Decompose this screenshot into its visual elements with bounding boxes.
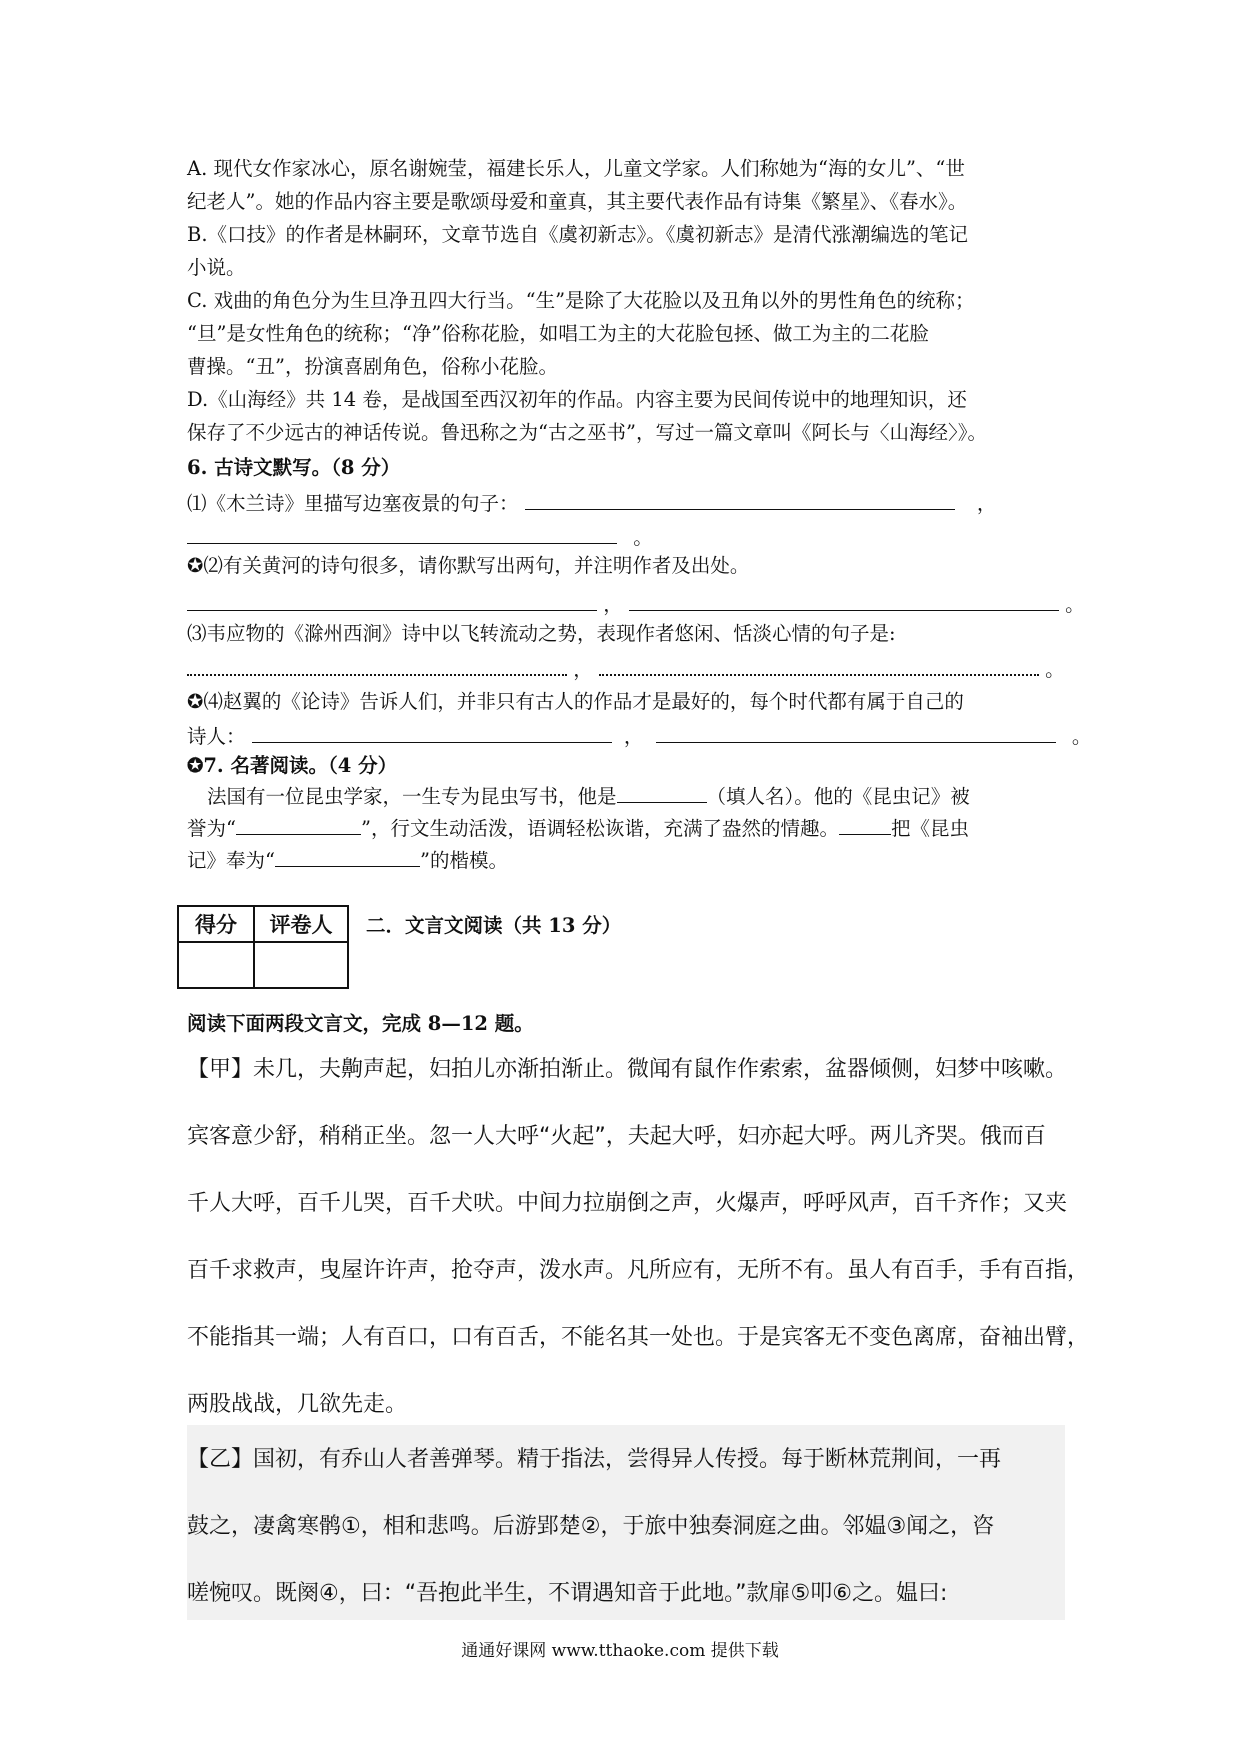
q7-line-3-b: ”的楷模。 xyxy=(419,849,508,872)
q6-part3-answer xyxy=(187,652,1065,682)
q7-line-2-a: 誉为“ xyxy=(187,817,236,840)
q7-line-1-a: 法国有一位昆虫学家，一生专为昆虫写书，他是 xyxy=(207,785,617,808)
passage-jia-line: 【甲】未几，夫齁声起，妇拍儿亦渐拍渐止。微闻有鼠作作索索，盆器倾侧，妇梦中咳嗽。 xyxy=(187,1057,1068,1082)
q6-part2-blank-1[interactable] xyxy=(187,588,597,611)
section-2-title: 二．文言文阅读（共 13 分） xyxy=(366,914,622,937)
q6-part4-prompt: 诗人： xyxy=(187,725,246,748)
q7-blank-author[interactable] xyxy=(617,780,707,803)
q6-title: 6. 古诗文默写。（8 分） xyxy=(187,456,401,479)
q6-part1-cont xyxy=(187,521,1065,550)
passage-jia-line: 两股战战，几欲先走。 xyxy=(187,1392,408,1417)
passage-yi-line: 【乙】国初，有乔山人者善弹琴。精于指法，尝得异人传授。每于断林荒荆间，一再 xyxy=(187,1447,1002,1472)
option-b xyxy=(187,218,1065,284)
q6-part1-prompt: ⑴《木兰诗》里描写边塞夜景的句子： xyxy=(187,492,519,515)
q6-part4: ✪⑷赵翼的《论诗》告诉人们，并非只有古人的作品才是最好的，每个时代都有属于自己的 xyxy=(187,690,964,713)
option-d-line-1: D.《山海经》共 14 卷，是战国至西汉初年的作品。内容主要为民间传说中的地理知识，还 xyxy=(187,388,967,411)
score-table xyxy=(177,905,349,989)
q6-part3-blank-1[interactable] xyxy=(187,652,567,676)
passage-jia-line: 百千求救声，曳屋许许声，抢夺声，泼水声。凡所应有，无所不有。虽人有百手，手有百指， xyxy=(187,1258,1090,1283)
option-b-line-1: B.《口技》的作者是林嗣环，文章节选自《虞初新志》。《虞初新志》是清代涨潮编选的笔记 xyxy=(187,223,969,246)
q7-line-3 xyxy=(187,844,1065,873)
q7-blank-model[interactable] xyxy=(275,844,420,867)
passage-jia-line: 宾客意少舒，稍稍正坐。忽一人大呼“火起”，夫起大呼，妇亦起大呼。两儿齐哭。俄而百 xyxy=(187,1124,1046,1149)
q7-blank-praise[interactable] xyxy=(236,812,361,835)
option-a xyxy=(187,152,1065,218)
q6-part2-comma: ， xyxy=(603,593,623,616)
passage-jia-line: 不能指其一端；人有百口，口有百舌，不能名其一处也。于是宾客无不变色离席，奋袖出臂， xyxy=(187,1325,1090,1350)
q6-part3: ⑶韦应物的《滁州西涧》诗中以飞转流动之势，表现作者悠闲、恬淡心情的句子是: xyxy=(187,622,896,645)
q6-part1 xyxy=(187,487,1065,516)
q6-part4-blank-1[interactable] xyxy=(252,720,612,743)
score-cell-grader[interactable] xyxy=(254,942,348,988)
q7-line-3-a: 记》奉为“ xyxy=(187,849,275,872)
q7-line-2-b: ”，行文生动活泼，语调轻松诙谐，充满了盎然的情趣。 xyxy=(360,817,839,840)
passage-jia xyxy=(187,1036,1090,1438)
passage-yi xyxy=(187,1426,1065,1627)
q6-part1-blank-1[interactable] xyxy=(525,487,955,510)
option-c-line-2: “旦”是女性角色的统称；“净”俗称花脸，如唱工为主的大花脸包拯、做工为主的二花脸 xyxy=(187,322,929,345)
score-header-score: 得分 xyxy=(178,906,254,942)
q6-part4-period: 。 xyxy=(1071,725,1092,748)
q6-part2-answer xyxy=(187,588,1085,617)
q7-line-2 xyxy=(187,812,1065,841)
q6-part2-period: 。 xyxy=(1065,593,1085,616)
passage-yi-line: 鼓之，凄禽寒鹘①，相和悲鸣。后游郢楚②，于旅中独奏洞庭之曲。邻媪③闻之，咨 xyxy=(187,1514,995,1539)
page-footer: 通通好课网 www.tthaoke.com 提供下载 xyxy=(461,1641,779,1661)
q7-blank-person[interactable] xyxy=(839,812,891,835)
option-a-line-2: 纪老人”。她的作品内容主要是歌颂母爱和童真，其主要代表作品有诗集《繁星》、《春水》。 xyxy=(187,190,968,213)
option-c xyxy=(187,284,1065,383)
q7-line-2-c: 把《昆虫 xyxy=(890,817,969,840)
q7-title: ✪7. 名著阅读。（4 分） xyxy=(187,754,398,777)
option-a-line-1: A. 现代女作家冰心，原名谢婉莹，福建长乐人，儿童文学家。人们称她为“海的女儿”、“世 xyxy=(187,157,965,180)
passage-jia-line: 千人大呼，百千儿哭，百千犬吠。中间力拉崩倒之声，火爆声，呼呼风声，百千齐作；又夹 xyxy=(187,1191,1068,1216)
option-b-line-2: 小说。 xyxy=(187,256,246,279)
option-c-line-3: 曹操。“丑”，扮演喜剧角色，俗称小花脸。 xyxy=(187,355,558,378)
q7-line-1 xyxy=(187,780,1065,809)
q6-part1-blank-2[interactable] xyxy=(187,521,617,544)
option-d-line-2: 保存了不少远古的神话传说。鲁迅称之为“古之巫书”，写过一篇文章叫《阿长与〈山海经〉》。 xyxy=(187,421,987,444)
score-cell-score[interactable] xyxy=(178,942,254,988)
q6-part2-blank-2[interactable] xyxy=(629,588,1059,611)
q6-part3-period: 。 xyxy=(1045,658,1065,681)
q6-part4-answer xyxy=(187,720,1092,749)
q6-part3-blank-2[interactable] xyxy=(599,652,1039,676)
option-c-line-1: C. 戏曲的角色分为生旦净丑四大行当。“生”是除了大花脸以及丑角以外的男性角色的统称； xyxy=(187,289,975,312)
option-d xyxy=(187,383,1065,449)
q6-part3-comma: ， xyxy=(573,658,593,681)
q6-part2: ✪⑵有关黄河的诗句很多，请你默写出两句，并注明作者及出处。 xyxy=(187,554,750,577)
score-header-grader: 评卷人 xyxy=(254,906,348,942)
q6-period: 。 xyxy=(633,526,653,549)
q6-part4-blank-2[interactable] xyxy=(656,720,1056,743)
q6-part4-comma: ， xyxy=(623,725,644,748)
passage-yi-line: 嗟惋叹。既阕④，曰：“吾抱此半生，不谓遇知音于此地。”款扉⑤叩⑥之。媪曰: xyxy=(187,1581,948,1606)
q7-line-1-b: （填人名）。他的《昆虫记》被 xyxy=(706,785,970,808)
q6-comma: ， xyxy=(976,492,997,515)
section-2-instruction: 阅读下面两段文言文，完成 8—12 题。 xyxy=(187,1012,534,1035)
